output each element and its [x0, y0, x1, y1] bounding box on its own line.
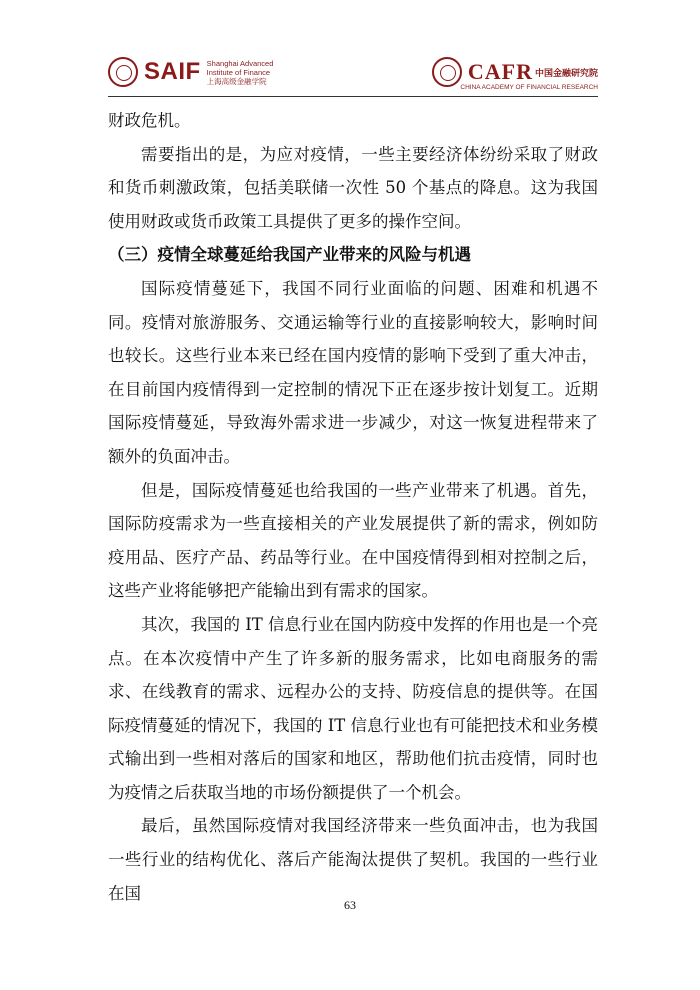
- cafr-chinese-name: 中国金融研究院: [534, 68, 598, 79]
- page-body: [108, 104, 598, 910]
- saif-brand: SAIF: [144, 58, 201, 85]
- cafr-logo: [432, 54, 598, 90]
- paragraph-it-industry: 其次，我国的 IT 信息行业在国内防疫中发挥的作用也是一个亮点。在本次疫情中产生了许多新的服务需求，比如电商服务的需求、在线教育的需求、远程办公的支持、防疫信息的提供等。在国际疫情蔓延的情况下，我国的 IT 信息行业也有可能把技术和业务模式输出到一些相对落后的国家和地区，帮助他们抗击疫情，同时也为疫情之后获取当地的市场份额提供了一个机会。: [108, 614, 599, 802]
- paragraph-industry-impact: 国际疫情蔓延下，我国不同行业面临的问题、困难和机遇不同。疫情对旅游服务、交通运输等行业的直接影响较大，影响时间也较长。这些行业本来已经在国内疫情的影响下受到了重大冲击，在目前国内疫情得到一定控制的情况下正在逐步按计划复工。近期国际疫情蔓延，导致海外需求进一步减少，对这一恢复进程带来了额外的负面冲击。: [108, 278, 598, 466]
- saif-sub-line3: 上海高级金融学院: [206, 76, 267, 86]
- saif-logo: [108, 54, 273, 90]
- saif-sub-line2: Institute of Finance: [206, 67, 271, 77]
- seal-icon: [432, 57, 462, 87]
- cafr-english-name: CHINA ACADEMY OF FINANCIAL RESEARCH: [460, 84, 598, 91]
- cafr-brand: CAFR: [467, 59, 533, 84]
- page-number: 63: [344, 898, 356, 912]
- saif-subtitle: [207, 59, 274, 86]
- paragraph-opportunities: 但是，国际疫情蔓延也给我国的一些产业带来了机遇。首先，国际防疫需求为一些直接相关的产业发展提供了新的需求，例如防疫用品、医疗产品、药品等行业。在中国疫情得到相对控制之后，这些产业将能够把产能输出到有需求的国家。: [108, 480, 598, 601]
- saif-sub-line1: Shanghai Advanced: [206, 58, 274, 68]
- section-heading: （三）疫情全球蔓延给我国产业带来的风险与机遇: [108, 245, 471, 265]
- seal-icon: [108, 57, 138, 87]
- page-header: [108, 48, 598, 98]
- paragraph-continuation: 财政危机。: [108, 111, 191, 130]
- paragraph-structural-optimization: 最后，虽然国际疫情对我国经济带来一些负面冲击，也为我国一些行业的结构优化、落后产能淘汰提供了契机。我国的一些行业在国: [108, 816, 598, 903]
- header-divider: [108, 96, 598, 97]
- paragraph-policy-space: 需要指出的是，为应对疫情，一些主要经济体纷纷采取了财政和货币刺激政策，包括美联储一次性 50 个基点的降息。这为我国使用财政或货币政策工具提供了更多的操作空间。: [108, 144, 598, 231]
